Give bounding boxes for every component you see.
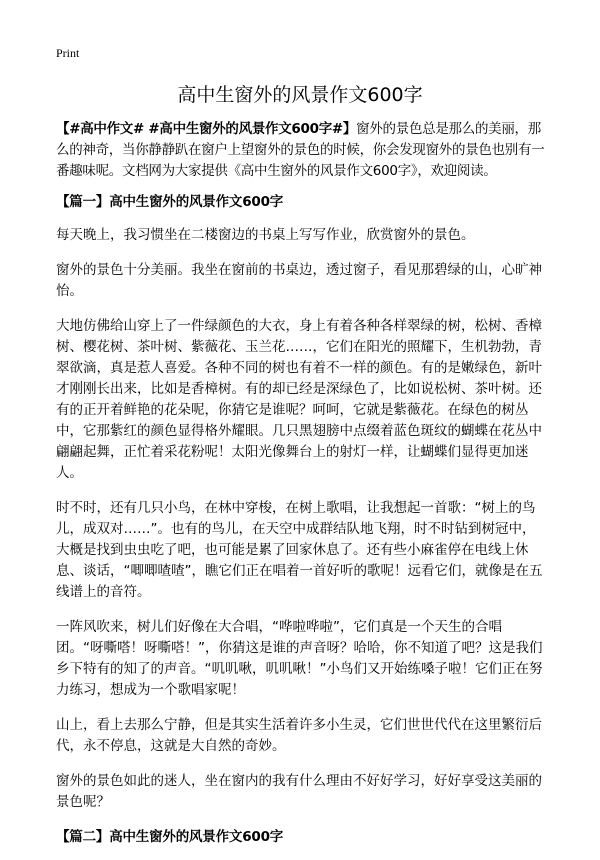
paragraph: 时不时，还有几只小鸟，在林中穿梭，在树上歌唱，让我想起一首歌：“树上的鸟儿，成双对……”。也有的鸟儿，在天空中成群结队地飞翔，时不时钻到树冠中，大概是找到虫虫吃了吧，也可能是累了回家休息了。还有些小麻雀停在电线上休息、谈话，“唧唧喳喳”，瞧它们正在唱着一首好听的歌呢！远看它们，就像是在五线谱上的音符。 [56,500,543,600]
paragraph: 大地仿佛给山穿上了一件绿颜色的大衣，身上有着各种各样翠绿的树，松树、香樟树、樱花树、茶叶树、紫薇花、玉兰花……，它们在阳光的照耀下，生机勃勃，青翠欲滴，真是惹人喜爱。各种不同的树也有着不一样的颜色。有的是嫩绿色，新叶才刚刚长出来，比如是香樟树。有的却已经是深绿色了，比如说松树、茶叶树。还有的正开着鲜艳的花朵呢，你猜它是谁呢？呵呵，它就是紫薇花。在绿色的树丛中，它那紫红的颜色显得格外耀眼。几只黑翅膀中点缀着蓝色斑纹的蝴蝶在花丛中翩翩起舞，正忙着采花粉呢！太阳光像舞台上的射灯一样，让蝴蝶们显得更加迷人。 [56,318,542,481]
intro-tags: 【#高中作文# #高中生窗外的风景作文600字#】 [56,121,357,137]
print-link[interactable]: Print [56,46,80,60]
article-body [56,119,546,860]
section-heading-2: 【篇二】高中生窗外的风景作文600字 [56,829,284,845]
paragraph: 山上，看上去那么宁静，但是其实生活着许多小生灵，它们世世代代在这里繁衍后代，永不停息，这就是大自然的奇妙。 [56,717,542,754]
paragraph: 窗外的景色如此的迷人，坐在窗内的我有什么理由不好好学习，好好享受这美丽的景色呢？ [56,773,542,810]
intro-paragraph [56,119,546,182]
paragraph: 每天晚上，我习惯坐在二楼窗边的书桌上写写作业，欣赏窗外的景色。 [56,227,475,243]
paragraph: 一阵风吹来，树儿们好像在大合唱，“哗啦哗啦”，它们真是一个天生的合唱团。“呀嘶嗒！呀嘶嗒！”，你猜这是谁的声音呀？哈哈，你不知道了吧？这是我们乡下特有的知了的声音。“叽叽啾，叽叽啾！”小鸟们又开始练嗓子啦！它们正在努力练习，想成为一个歌唱家呢！ [56,619,543,698]
paragraph: 窗外的景色十分美丽。我坐在窗前的书桌边，透过窗子，看见那碧绿的山，心旷神怡。 [56,262,542,299]
intro-text: 窗外的景色总是那么的美丽，那么的神奇，当你静静趴在窗户上望窗外的景色的时候，你会发现窗外的景色也别有一番趣味呢。文档网为大家提供《高中生窗外的风景作文600字》，欢迎阅读。 [56,121,545,179]
page-title: 高中生窗外的风景作文600字 [177,84,423,106]
section-heading-1: 【篇一】高中生窗外的风景作文600字 [56,194,284,210]
